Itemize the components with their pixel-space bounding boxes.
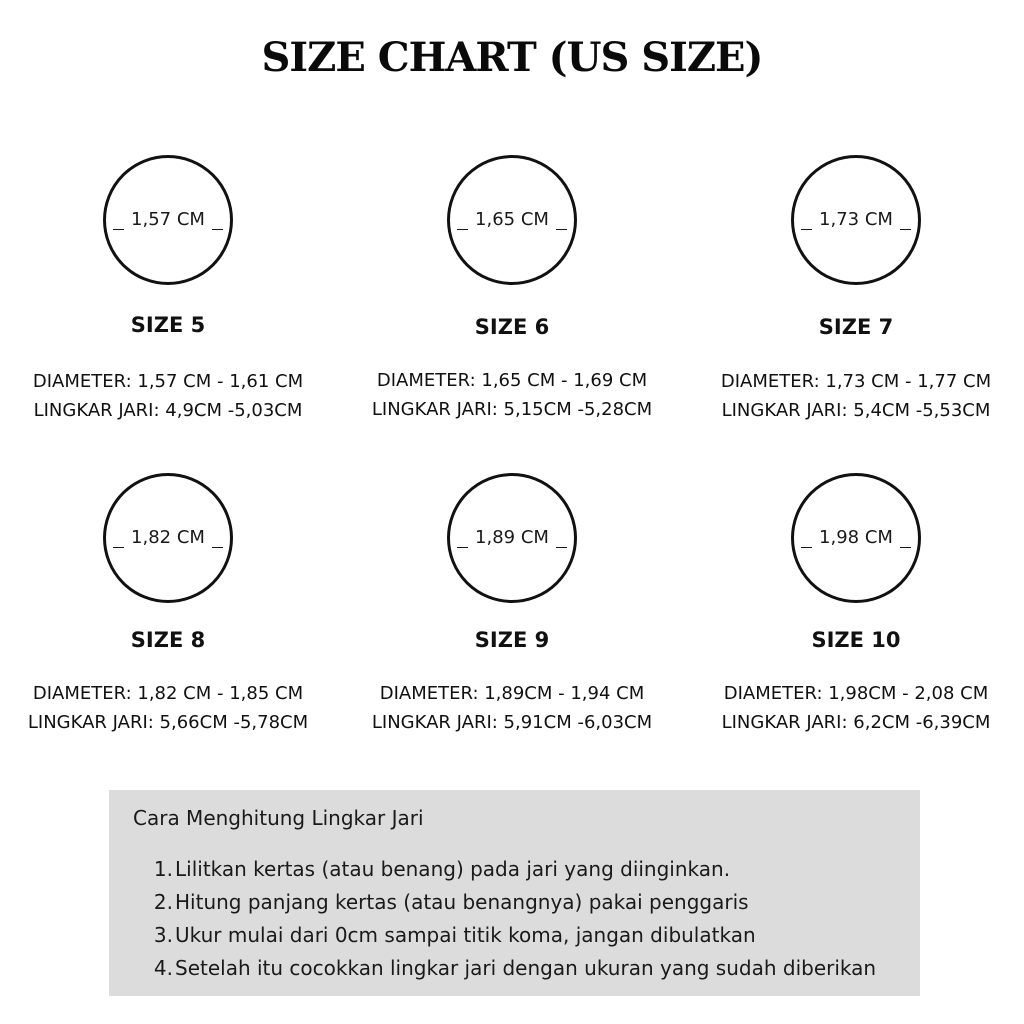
diameter-text: DIAMETER: 1,73 CM - 1,77 CM [720,371,992,392]
step-text: Setelah itu cocokkan lingkar jari dengan ukuran yang sudah diberikan [175,956,877,980]
size-description [686,367,1024,425]
circumference-text: LINGKAR JARI: 5,91CM -6,03CM [371,712,653,733]
ring-diameter-label: 1,73 CM [819,209,893,230]
ring-tick-right [900,547,911,548]
list-item [151,886,876,919]
size-label: SIZE 7 [818,315,894,339]
ring-tick-right [900,229,911,230]
size-card-8 [0,473,338,773]
size-card-10 [686,473,1024,773]
circumference-text: LINGKAR JARI: 5,15CM -5,28CM [371,399,653,420]
instructions-title: Cara Menghitung Lingkar Jari [133,806,424,830]
ring-tick-right [556,229,567,230]
list-item [151,952,876,985]
ring-diameter-label: 1,89 CM [475,527,549,548]
ring-diameter-label: 1,65 CM [475,209,549,230]
ring-circle-icon [447,473,577,603]
size-card-6 [342,155,682,455]
size-description [342,366,682,424]
diameter-text: DIAMETER: 1,82 CM - 1,85 CM [32,683,304,704]
size-label: SIZE 9 [474,628,550,652]
ring-tick-right [556,547,567,548]
size-card-9 [342,473,682,773]
list-item [151,919,876,952]
size-description [342,679,682,737]
step-text: Ukur mulai dari 0cm sampai titik koma, jangan dibulatkan [175,923,756,947]
ring-circle-icon [791,155,921,285]
ring-diameter-label: 1,98 CM [819,527,893,548]
ring-circle-icon [103,473,233,603]
diameter-text: DIAMETER: 1,65 CM - 1,69 CM [376,370,648,391]
size-label: SIZE 6 [474,315,550,339]
ring-circle-icon [447,155,577,285]
step-text: Lilitkan kertas (atau benang) pada jari yang diinginkan. [175,857,731,881]
diameter-text: DIAMETER: 1,89CM - 1,94 CM [379,683,645,704]
instructions-panel [109,790,920,996]
ring-circle-icon [103,155,233,285]
diameter-text: DIAMETER: 1,57 CM - 1,61 CM [32,371,304,392]
size-card-7 [686,155,1024,455]
size-label: SIZE 10 [811,628,901,652]
diameter-text: DIAMETER: 1,98CM - 2,08 CM [723,683,989,704]
circumference-text: LINGKAR JARI: 5,66CM -5,78CM [27,712,309,733]
instructions-list [151,853,876,985]
ring-circle-icon [791,473,921,603]
step-number: 4. [153,956,173,980]
list-item [151,853,876,886]
step-text: Hitung panjang kertas (atau benangnya) pakai penggaris [175,890,749,914]
size-label: SIZE 5 [130,313,206,337]
step-number: 3. [153,923,173,947]
size-label: SIZE 8 [130,628,206,652]
ring-diameter-label: 1,82 CM [131,527,205,548]
ring-diameter-label: 1,57 CM [131,209,205,230]
circumference-text: LINGKAR JARI: 6,2CM -6,39CM [721,712,991,733]
page-title: SIZE CHART (US SIZE) [261,34,763,81]
size-description [686,679,1024,737]
size-card-5 [0,155,338,455]
circumference-text: LINGKAR JARI: 5,4CM -5,53CM [721,400,991,421]
ring-tick-right [212,547,223,548]
ring-tick-right [212,229,223,230]
size-description [0,679,338,737]
circumference-text: LINGKAR JARI: 4,9CM -5,03CM [33,400,303,421]
step-number: 1. [153,857,173,881]
size-description [0,367,338,425]
step-number: 2. [153,890,173,914]
